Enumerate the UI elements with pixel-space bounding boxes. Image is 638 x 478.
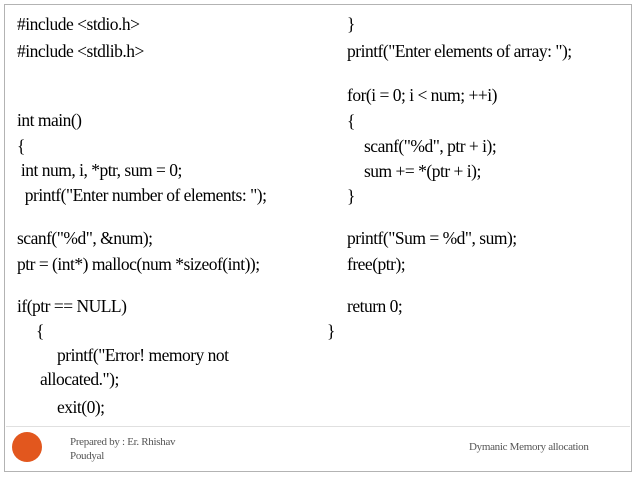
accent-circle <box>12 432 42 462</box>
code-line-scanf-num: scanf("%d", &num); <box>17 228 153 248</box>
code-line-for-open-brace: { <box>347 111 355 131</box>
code-line-printf-error: printf("Error! memory not <box>57 345 229 365</box>
code-line-malloc: ptr = (int*) malloc(num *sizeof(int)); <box>17 254 260 274</box>
code-line-printf-prompt: printf("Enter number of elements: "); <box>17 185 267 205</box>
code-line-if-null: if(ptr == NULL) <box>17 296 127 316</box>
code-line-include-stdio: #include <stdio.h> <box>17 14 140 34</box>
code-line-sum-add: sum += *(ptr + i); <box>364 161 481 181</box>
code-line-if-open-brace: { <box>36 321 44 341</box>
code-line-free: free(ptr); <box>347 254 406 274</box>
code-line-open-brace: { <box>17 136 25 156</box>
code-line-for-close-brace: } <box>347 186 355 206</box>
footer-author-line1: Prepared by : Er. Rhishav <box>70 436 176 448</box>
code-line-for-loop: for(i = 0; i < num; ++i) <box>347 85 497 105</box>
code-line-scanf-ptr: scanf("%d", ptr + i); <box>364 136 497 156</box>
code-line-close-brace: } <box>347 14 355 34</box>
footer-divider <box>6 426 630 427</box>
code-line-main-close-brace: } <box>327 321 335 341</box>
code-line-main: int main() <box>17 110 82 130</box>
footer-topic: Dymanic Memory allocation <box>469 441 589 453</box>
code-line-include-stdlib: #include <stdlib.h> <box>17 41 144 61</box>
code-line-printf-elements: printf("Enter elements of array: "); <box>347 41 572 61</box>
code-line-allocated: allocated."); <box>40 369 119 389</box>
code-line-declarations: int num, i, *ptr, sum = 0; <box>17 160 182 180</box>
code-line-return: return 0; <box>347 296 403 316</box>
footer-author-line2: Poudyal <box>70 450 104 462</box>
code-line-exit: exit(0); <box>57 397 105 417</box>
code-line-printf-sum: printf("Sum = %d", sum); <box>347 228 517 248</box>
